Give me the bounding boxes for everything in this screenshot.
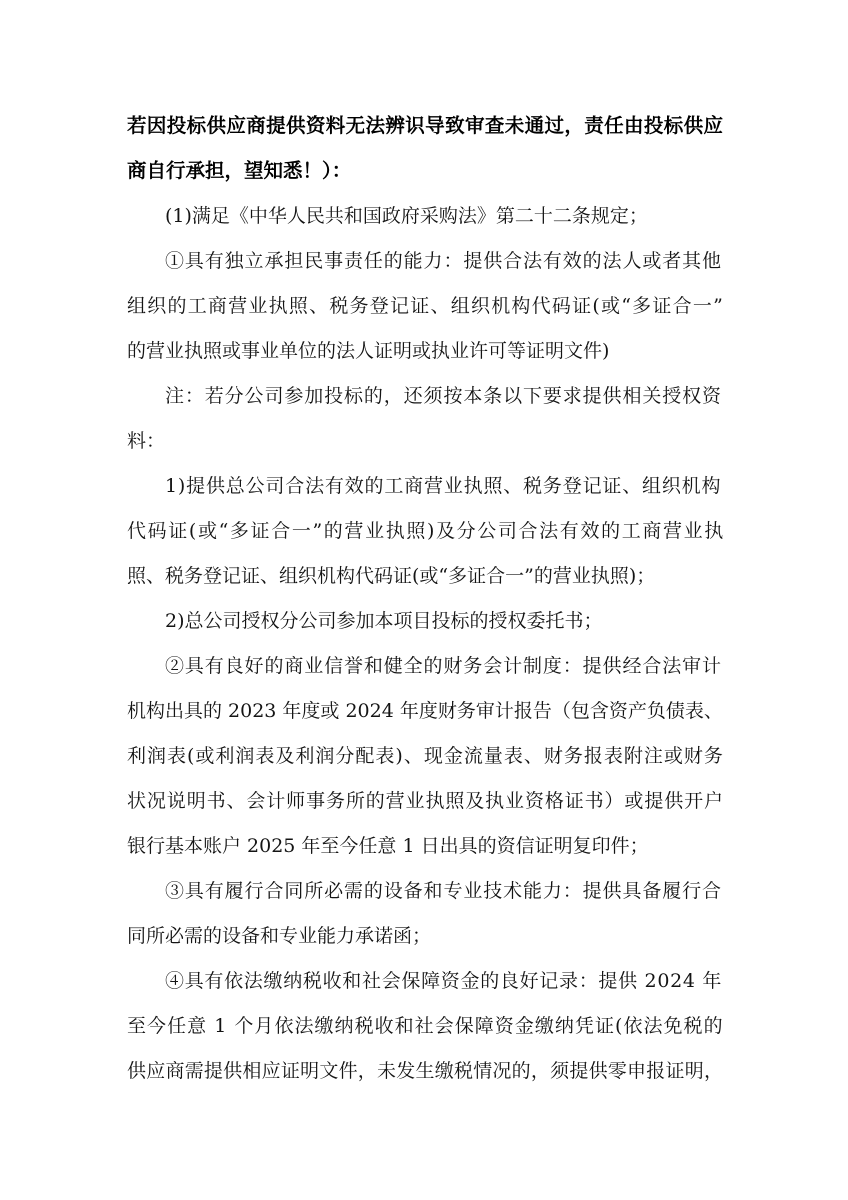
item-4-line-1: ④具有依法缴纳税收和社会保障资金的良好记录：提供 2024 年 [165,970,723,992]
note-line-1: 注：若分公司参加投标的，还须按本条以下要求提供相关授权资 [165,385,722,407]
item-3-line-1: ③具有履行合同所必需的设备和专业技术能力：提供具备履行合 [165,880,722,902]
item-2-line-1: ②具有良好的商业信誉和健全的财务会计制度：提供经合法审计 [165,655,722,677]
intro-line-1: 若因投标供应商提供资料无法辨识导致审查未通过，责任由投标供应 [127,114,724,137]
item-2-line-3: 利润表(或利润表及利润分配表)、现金流量表、财务报表附注或财务 [127,745,724,767]
item-1-line-3: 的营业执照或事业单位的法人证明或执业许可等证明文件) [127,340,610,362]
note-1-line-1: 1)提供总公司合法有效的工商营业执照、税务登记证、组织机构 [165,475,722,497]
item-1-line-1: ①具有独立承担民事责任的能力：提供合法有效的法人或者其他 [165,250,722,272]
intro-line-2: 商自行承担，望知悉！）： [127,159,352,182]
item-2-line-4: 状况说明书、会计师事务所的营业执照及执业资格证书）或提供开户 [127,790,724,812]
item-4-line-3: 供应商需提供相应证明文件，未发生缴税情况的，须提供零申报证明， [127,1060,724,1082]
note-2-line-1: 2)总公司授权分公司参加本项目投标的授权委托书； [165,610,603,632]
item-3-line-2: 同所必需的设备和专业能力承诺函； [127,925,432,947]
item-2-line-2: 机构出具的 2023 年度或 2024 年度财务审计报告（包含资产负债表、 [127,700,723,722]
note-1-line-2: 代码证(或“多证合一”的营业执照)及分公司合法有效的工商营业执 [127,520,725,542]
clause-1-line-1: (1)满足《中华人民共和国政府采购法》第二十二条规定； [165,205,648,227]
item-1-line-2: 组织的工商营业执照、税务登记证、组织机构代码证(或“多证合一” [127,295,725,317]
item-2-line-5: 银行基本账户 2025 年至今任意 1 日出具的资信证明复印件； [127,835,649,857]
note-1-line-3: 照、税务登记证、组织机构代码证(或“多证合一”的营业执照)； [127,565,656,587]
note-line-2: 料： [127,430,166,452]
item-4-line-2: 至今任意 1 个月依法缴纳税收和社会保障资金缴纳凭证(依法免税的 [127,1015,724,1037]
